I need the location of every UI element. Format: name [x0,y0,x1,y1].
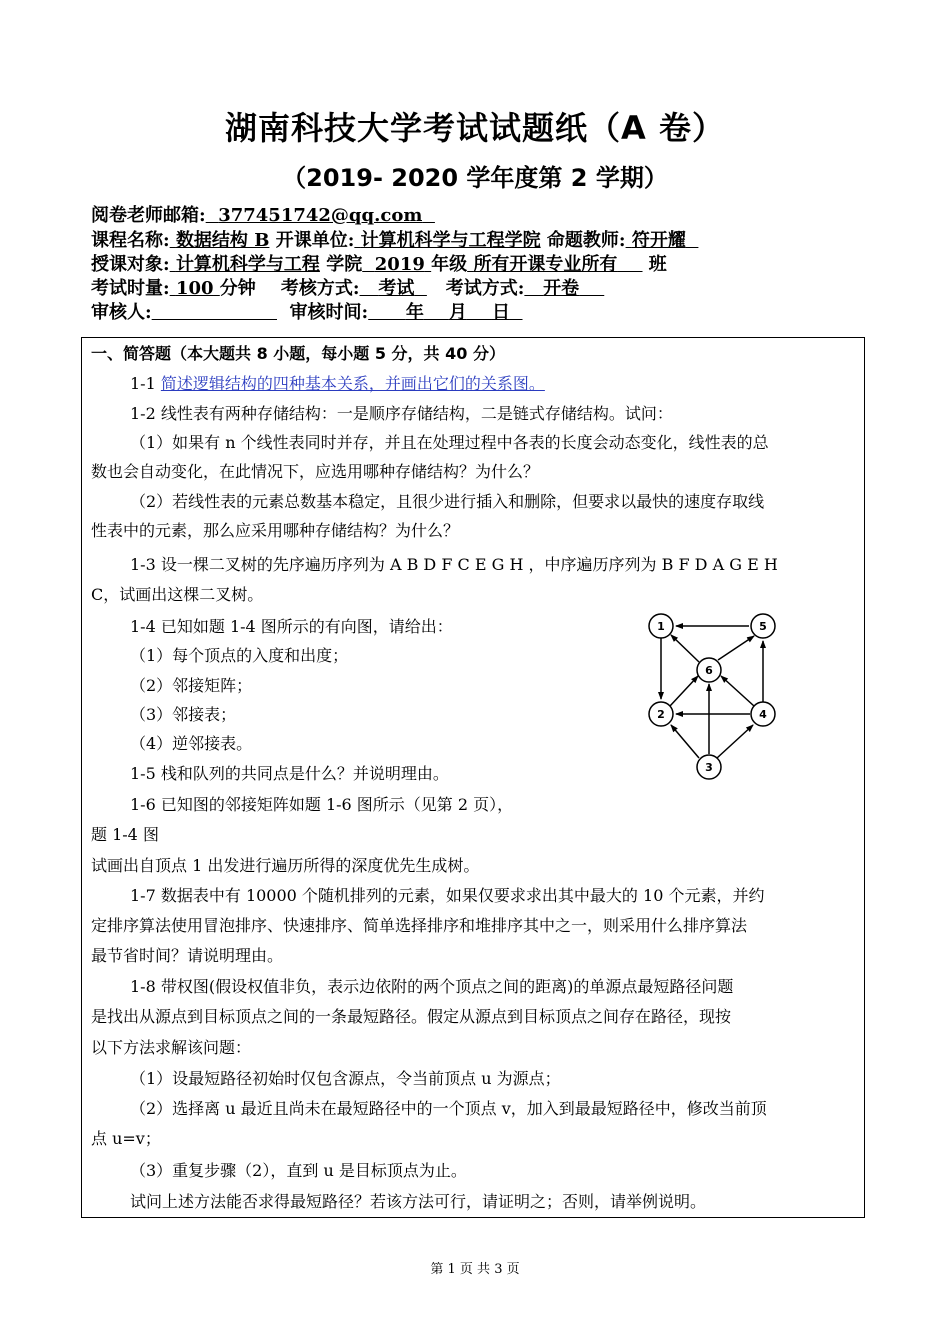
node-label-5: 5 [759,620,767,633]
q8-line [130,976,733,998]
q7-number: 1-7 [130,886,156,905]
day-label: 日 [491,302,510,323]
mode-value: 开卷 [543,278,580,299]
node-label-4: 4 [759,708,767,721]
q5-line [130,763,449,785]
q3-text-b: C，试画出这棵二叉树。 [91,585,264,604]
q4-sub-4: （4）逆邻接表。 [130,734,253,753]
course-value: 数据结构 B [175,230,270,251]
info-review-row [91,301,851,325]
q5-text: 栈和队列的共同点是什么？并说明理由。 [160,764,449,783]
graph-nodes [649,614,775,779]
node-label-2: 2 [657,708,665,721]
target-school: 计算机科学与工程 [175,254,320,275]
node-label-3: 3 [705,761,713,774]
q8-step-1: （1）设最短路径初始时仅包含源点，令当前顶点 u 为源点； [130,1069,561,1088]
q5-number: 1-5 [130,764,156,783]
grade-suffix: 年级 [431,254,468,275]
course-label: 课程名称: [91,230,170,251]
year-label: 年 [405,302,424,323]
info-time-row [91,277,851,301]
q1-link[interactable]: 简述逻辑结构的四种基本关系，并画出它们的关系图。 [160,374,545,393]
time-value: 100 [175,278,214,299]
q6-text-b: 试画出自顶点 1 出发进行遍历所得的深度优先生成树。 [91,856,480,875]
node-label-1: 1 [657,620,665,633]
teacher-value: 符开耀 [631,230,686,251]
edge-2-6 [670,676,698,706]
info-email-row [91,204,851,228]
q2-part1-a: （1）如果有 n 个线性表同时并存，并且在处理过程中各表的长度会动态变化，线性表的总 [130,433,769,452]
info-target-row [91,253,851,277]
q3-text: 设一棵二叉树的先序遍历序列为 A B D F C E G H ，中序遍历序列为 B F D A G E H [160,555,778,574]
edge-6-1 [671,635,699,662]
q6-number: 1-6 [130,795,156,814]
node-label-6: 6 [705,664,713,677]
section-heading: 一、简答题（本大题共 8 小题，每小题 5 分，共 40 分） [91,344,505,363]
q4-line [130,616,453,638]
q2-part2-b: 性表中的元素，那么应采用哪种存储结构？为什么？ [91,521,460,540]
q8-step-3: （3）重复步骤（2），直到 u 是目标顶点为止。 [130,1161,467,1180]
reviewer-label: 审核人: [91,302,152,323]
info-course-row [91,229,851,253]
q8-ending: 试问上述方法能否求得最短路径？若该方法可行，请证明之；否则，请举例说明。 [130,1192,707,1211]
q8-text: 带权图(假设权值非负，表示边依附的两个顶点之间的距离)的单源点最短路径问题 [160,977,734,996]
email-value: 377451742@qq.com [218,205,423,226]
q8-step-2a: （2）选择离 u 最近且尚未在最短路径中的一个顶点 v，加入到最最短路径中，修改当前顶 [130,1099,767,1118]
figure-caption: 题 1-4 图 [91,825,159,844]
q8-number: 1-8 [130,977,156,996]
review-time-label: 审核时间: [289,302,369,323]
q2-part1-b: 数也会自动变化，在此情况下，应选用哪种存储结构？为什么？ [91,462,540,481]
grade-value: 2019 [374,254,425,275]
q4-sub-1: （1）每个顶点的入度和出度； [130,646,349,665]
q2-number: 1-2 [130,404,156,423]
edge-6-5 [718,636,754,660]
dept-label: 开课单位: [275,230,355,251]
assess-label: 考核方式: [280,278,360,299]
q8-text-c: 以下方法求解该问题： [91,1038,252,1057]
q4-text: 已知如题 1-4 图所示的有向图，请给出： [160,617,453,636]
page-footer: 第 1 页 共 3 页 [430,1262,520,1277]
teacher-label: 命题教师: [546,230,626,251]
q4-sub-2: （2）邻接矩阵； [130,676,253,695]
edge-4-6 [721,676,754,706]
month-label: 月 [448,302,467,323]
q8-step-2b: 点 u=v； [91,1129,161,1148]
mode-label: 考试方式: [445,278,525,299]
time-label: 考试时量: [91,278,170,299]
exam-title: 湖南科技大学考试试题纸（A 卷） [225,109,725,147]
q7-line [130,885,764,907]
q1-line [130,373,545,395]
q4-number: 1-4 [130,617,156,636]
q2-line [130,403,673,425]
exam-subtitle: （2019- 2020 学年度第 2 学期） [282,164,668,192]
target-school-suffix: 学院 [326,254,363,275]
target-label: 授课对象: [91,254,170,275]
q3-line [130,554,778,576]
q2-part2-a: （2）若线性表的元素总数基本稳定，且很少进行插入和删除，但要求以最快的速度存取线 [130,492,765,511]
edge-3-4 [717,725,753,758]
majors-value: 所有开课专业所有 [473,254,618,275]
q7-text: 数据表中有 10000 个随机排列的元素，如果仅要求求出其中最大的 10 个元素，并约 [160,886,765,905]
dept-value: 计算机科学与工程学院 [360,230,541,251]
q6-text: 已知图的邻接矩阵如题 1-6 图所示（见第 2 页）， [160,795,514,814]
edge-3-2 [671,725,699,758]
q7-text-c: 最节省时间？请说明理由。 [91,946,284,965]
q6-line [130,794,513,816]
q2-text: 线性表有两种存储结构：一是顺序存储结构，二是链式存储结构。试问： [160,404,673,423]
q4-sub-3: （3）邻接表； [130,705,237,724]
q7-text-b: 定排序算法使用冒泡排序、快速排序、简单选择排序和堆排序其中之一，则采用什么排序算法 [91,916,748,935]
email-label: 阅卷老师邮箱: [91,205,206,226]
time-unit: 分钟 [219,278,256,299]
q3-number: 1-3 [130,555,156,574]
q1-number: 1-1 [130,374,156,393]
directed-graph-figure [640,605,790,785]
class-suffix: 班 [648,254,667,275]
assess-value: 考试 [378,278,415,299]
q8-text-b: 是找出从源点到目标顶点之间的一条最短路径。假定从源点到目标顶点之间存在路径，现按 [91,1007,732,1026]
graph-edges [661,626,763,758]
